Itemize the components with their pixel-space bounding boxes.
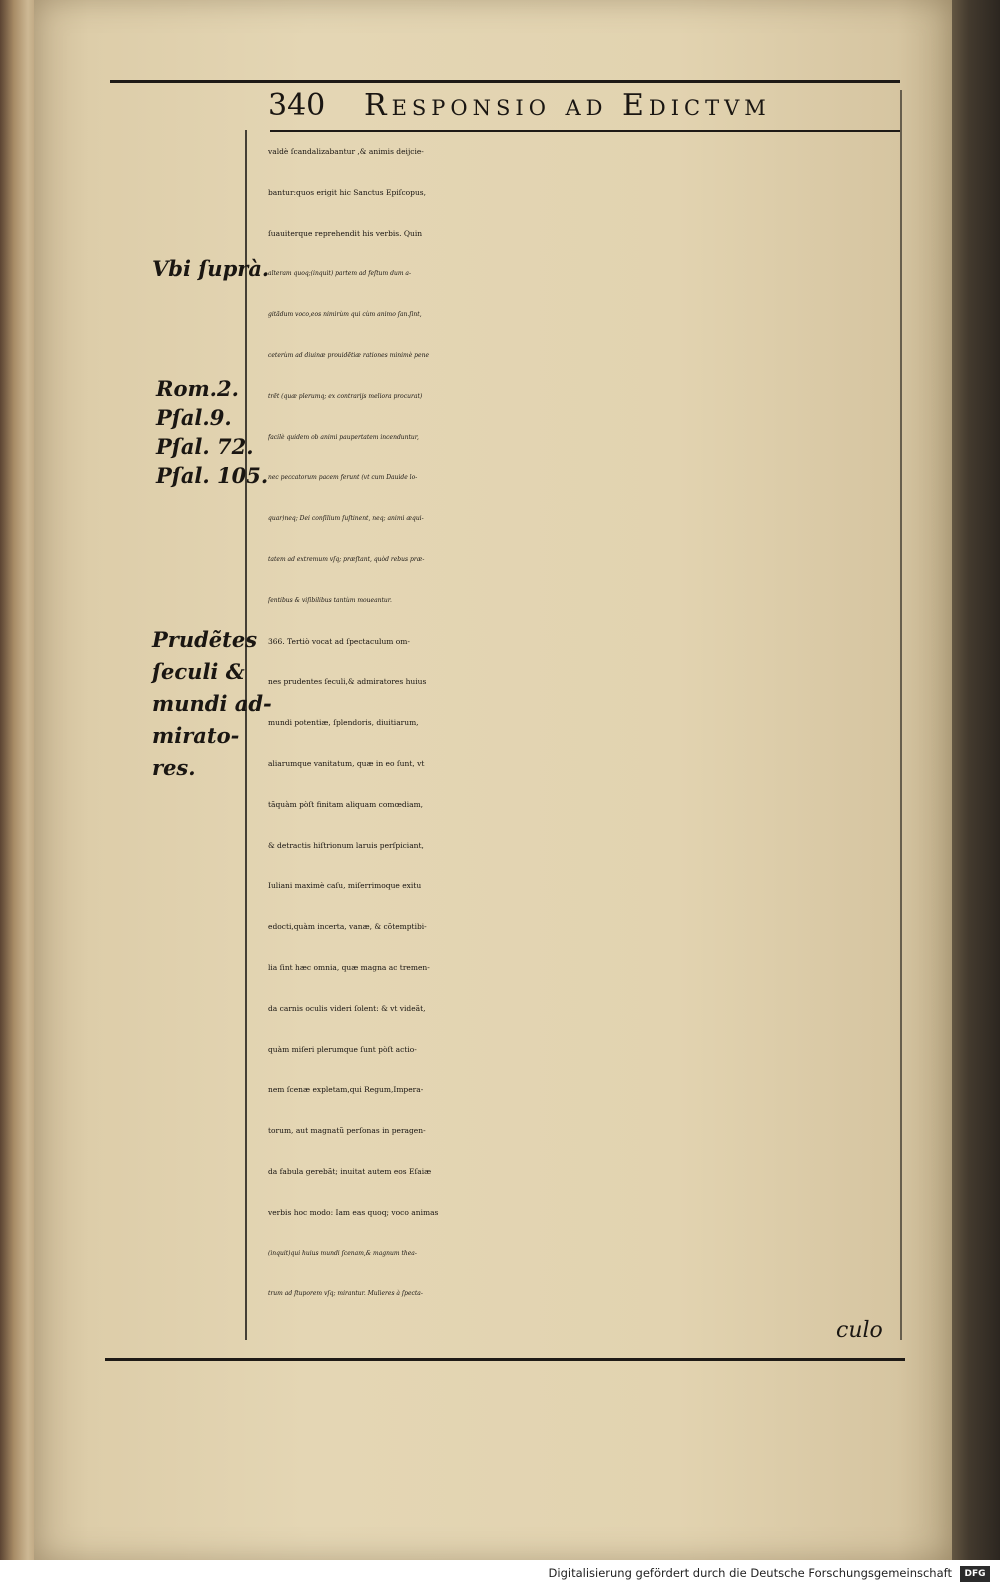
text-line: nem ſcenæ expletam,qui Regum,Impera- (268, 1085, 424, 1095)
text-line: & detractis hiſtrionum laruis perſpiciant, (268, 840, 424, 850)
margin-note-ubi-supra: Vbi ſuprà. (152, 256, 270, 281)
bottom-rule (105, 1358, 905, 1361)
margin-ref: Pſal. 105. (156, 463, 269, 488)
margin-ref: Pſal. 72. (156, 434, 254, 459)
margin-note-prudentes (152, 624, 272, 784)
margin-note-references (156, 374, 268, 490)
margin-ref: Pſal.9. (156, 405, 232, 430)
text-line: mundi potentiæ, ſplendoris, diuitiarum, (268, 718, 419, 728)
text-line: valdè ſcandalizabantur ,& animis deijcie- (268, 147, 424, 156)
text-line: trẽt (quæ plerumq; ex contrarijs meliora procurat) (268, 392, 423, 400)
footer-bar (0, 1560, 1000, 1588)
catchword: culo (836, 1318, 883, 1343)
text-line: (inquit)qui huius mundi ſcenam,& magnum thea- (268, 1249, 417, 1257)
text-line: ceterùm ad diuinæ prouidẽtiæ rationes minimè pene (268, 351, 429, 359)
margin-note-line: Prudẽtes (152, 627, 258, 652)
text-line: gitãdum voco,eos nimirùm qui cùm animo ſan.ſint, (268, 311, 422, 319)
text-line: nes prudentes ſeculi,& admiratores huius (268, 677, 427, 687)
text-line: quàm miſeri plerumque ſunt pòſt actio- (268, 1044, 417, 1054)
text-line: verbis hoc modo: Iam eas quoq; voco animas (268, 1207, 439, 1217)
text-line: bantur:quos erigit hic Sanctus Epiſcopus, (268, 187, 427, 197)
text-line: Iuliani maximè caſu, miſerrimoque exitu (268, 881, 422, 891)
footer-credit: Digitalisierung gefördert durch die Deutsche Forschungsgemeinschaft (548, 1566, 952, 1580)
margin-note-line: res. (152, 755, 196, 780)
main-text-block (268, 132, 904, 1315)
text-line: aliarumque vanitatum, quæ in eo ſunt, vt (268, 758, 425, 768)
running-header (268, 86, 908, 130)
text-line: tatem ad extremum vſq; præſtant, quòd rebus præ- (268, 555, 425, 563)
margin-ref: Rom.2. (156, 376, 239, 401)
top-rule (110, 80, 900, 83)
text-line: edocti,quàm incerta, vanæ, & cõtemptibi- (268, 922, 427, 932)
book-right-edge (948, 0, 1000, 1560)
text-line: da carnis oculis videri ſolent: & vt videãt, (268, 1003, 426, 1013)
text-line: ſuauiterque reprehendit his verbis. Quin (268, 228, 423, 238)
margin-note-line: mirato- (152, 723, 240, 748)
running-title: Responsio ad Edictvm (364, 88, 771, 123)
page-number: 340 (268, 88, 326, 123)
text-line: lia ſint hæc omnia, quæ magna ac tremen- (268, 962, 430, 972)
text-line: nec peccatorum pacem ferunt (vt cum Dauide lo- (268, 474, 418, 482)
margin-note-line: ſeculi & (152, 659, 245, 684)
text-line: 366. Tertiò vocat ad ſpectaculum om- (268, 636, 410, 646)
text-line: trum ad ſtuporem vſq; mirantur. Mulieres à ſpecta- (268, 1290, 423, 1298)
text-line: quar)neq; Dei conſilium ſuſtinent, neq; animi æqui- (268, 515, 424, 523)
text-line: alteram quoq;(inquit) partem ad feſtum dum a- (268, 270, 412, 278)
text-line: da fabula gerebãt; inuitat autem eos Eſaiæ (268, 1166, 432, 1176)
dfg-logo: DFG (960, 1566, 990, 1582)
text-line: torum, aut magnatũ perſonas in peragen- (268, 1126, 426, 1136)
text-line: facilè quidem ob animi paupertatem incenduntur, (268, 433, 419, 441)
margin-note-line: mundi ad- (152, 691, 272, 716)
text-line: tãquàm pòſt finitam aliquam comœdiam, (268, 799, 424, 809)
text-line: ſentibus & viſibilibus tantùm moueantur. (268, 596, 392, 604)
